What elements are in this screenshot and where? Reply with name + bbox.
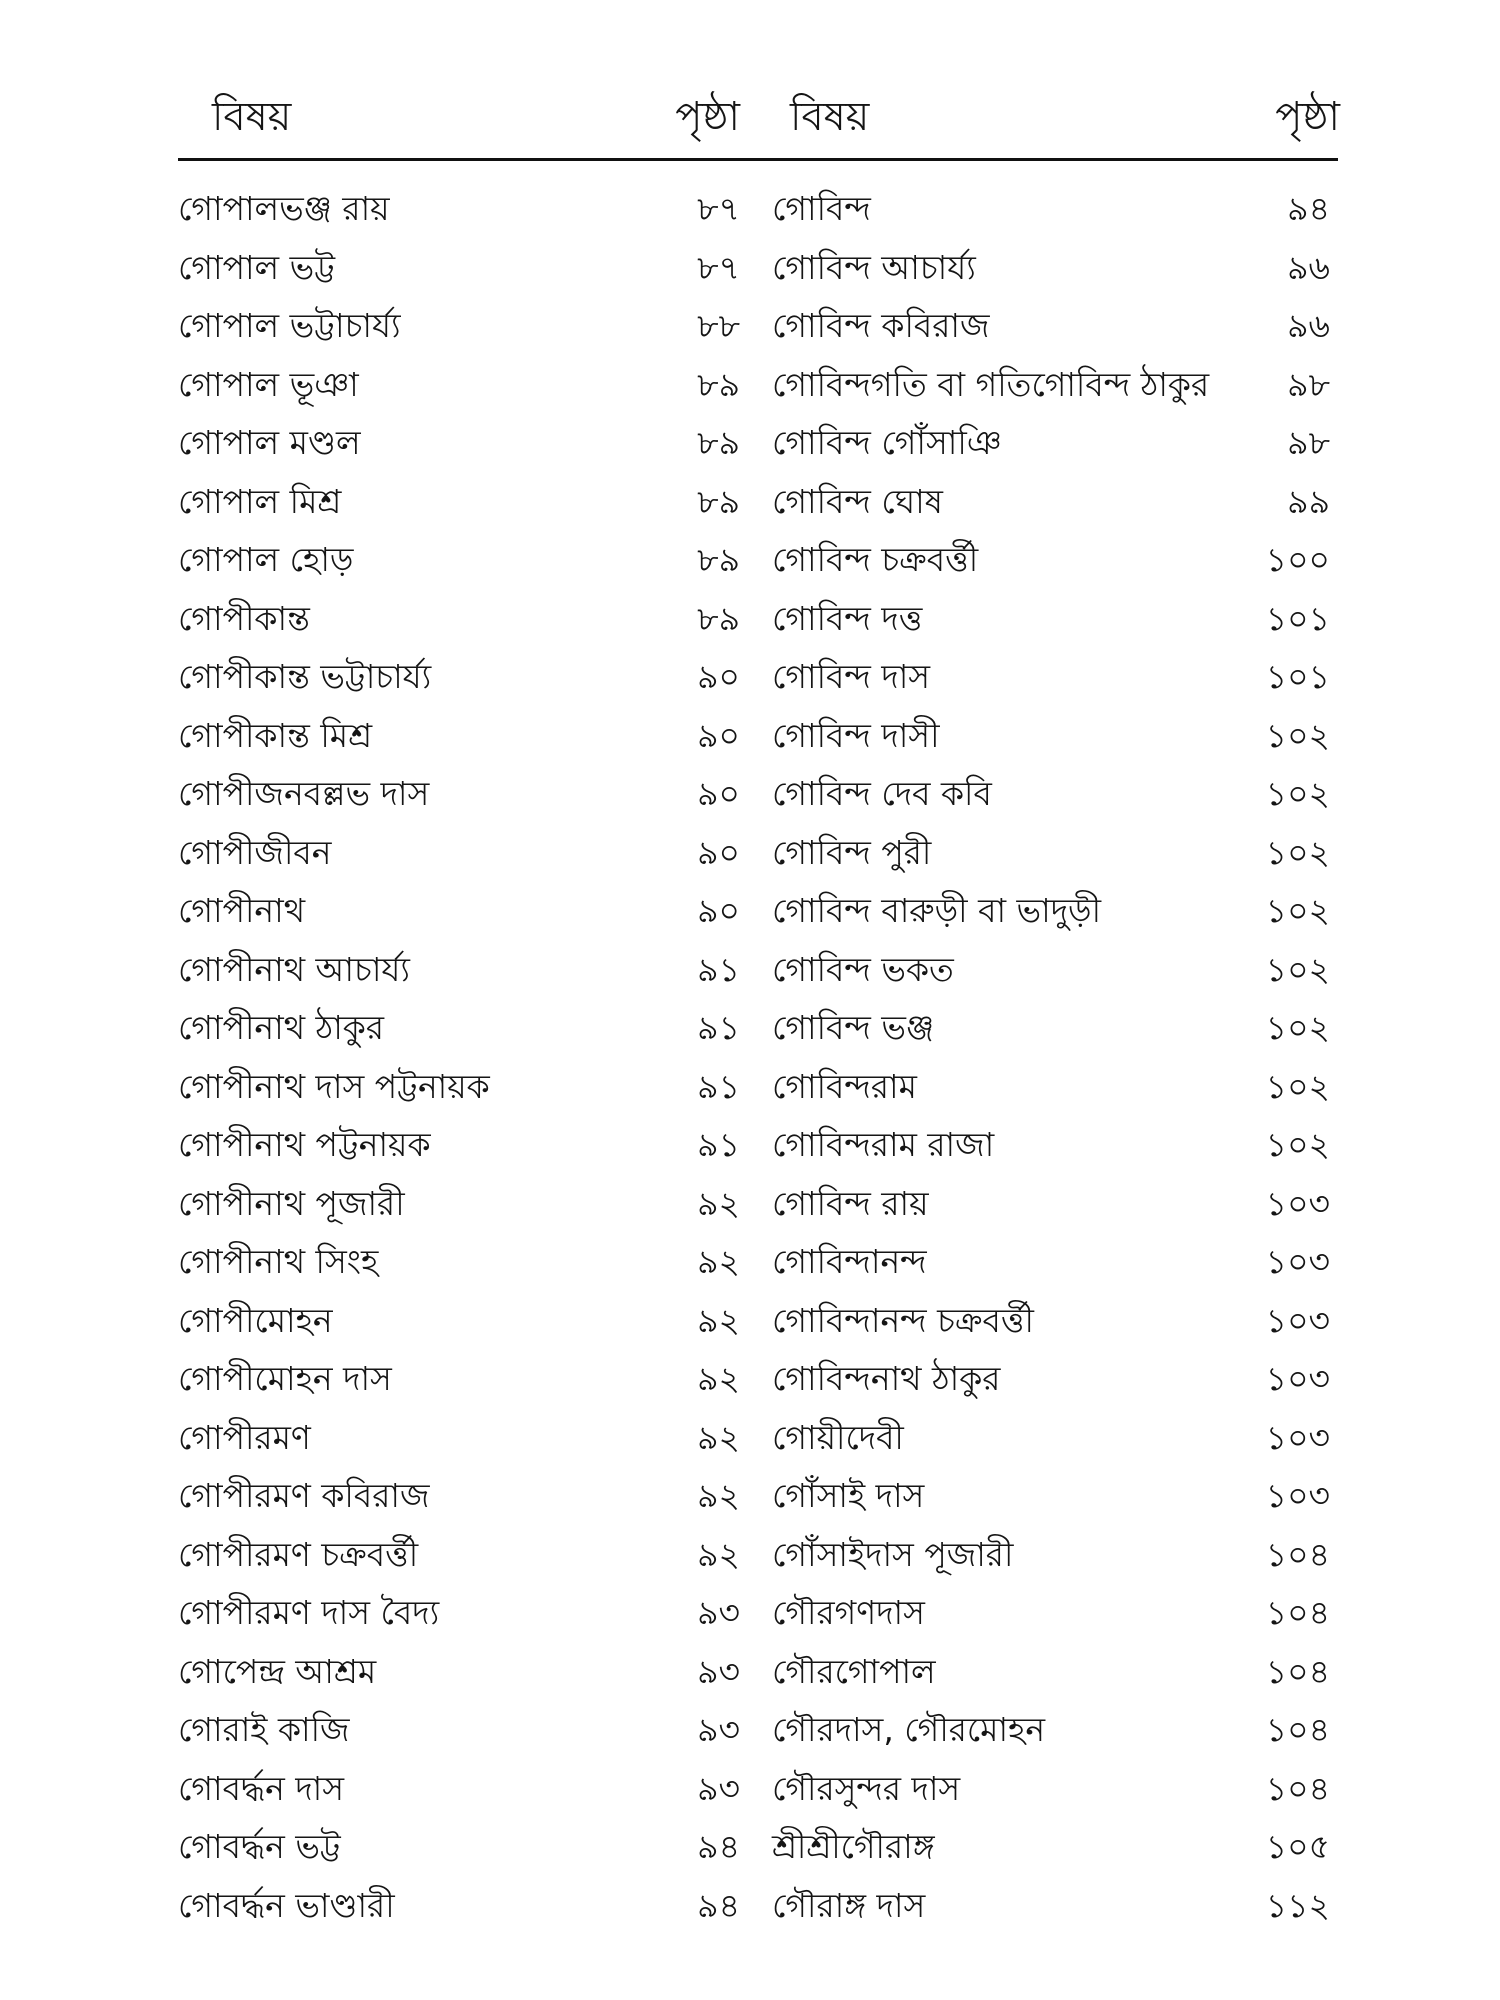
index-column-left <box>178 180 748 1935</box>
index-entry-right <box>772 297 1338 356</box>
index-entry-left <box>178 1292 748 1351</box>
entry-subject: গোবিন্দানন্দ <box>772 1242 927 1281</box>
entry-page-number: ৯৩ <box>697 1651 740 1691</box>
index-entry-right <box>772 1350 1338 1409</box>
entry-page-number: ১০১ <box>1265 657 1330 696</box>
entry-subject: গোপীনাথ দাস পট্টনায়ক <box>178 1066 490 1106</box>
index-entry-left <box>178 414 748 473</box>
entry-subject: গোবর্দ্ধন দাস <box>178 1768 345 1808</box>
index-entry-right <box>772 707 1338 766</box>
entry-subject: গোবিন্দরাম রাজা <box>772 1125 995 1164</box>
entry-page-number: ৯১ <box>697 949 740 989</box>
entry-subject: গোবিন্দ বারুড়ী বা ভাদুড়ী <box>772 891 1102 930</box>
entry-page-number: ১০৩ <box>1265 1242 1330 1281</box>
entry-subject: গোপীমোহন দাস <box>178 1359 392 1398</box>
index-entry-left <box>178 765 748 824</box>
entry-subject: গোপীনাথ সিংহ <box>178 1242 379 1281</box>
index-entry-left <box>178 941 748 1000</box>
entry-page-number: ১০২ <box>1265 1008 1330 1047</box>
index-entry-right <box>772 531 1338 590</box>
entry-page-number: ৯৪ <box>697 1827 740 1866</box>
index-entry-left <box>178 1350 748 1409</box>
entry-subject: গোয়ীদেবী <box>772 1417 904 1457</box>
entry-subject: গোঁসাইদাস পূজারী <box>772 1534 1014 1574</box>
entry-subject: গোবিন্দ চক্রবর্ত্তী <box>772 540 979 579</box>
entry-subject: গোবর্দ্ধন ভাণ্ডারী <box>178 1885 395 1925</box>
entry-subject: গোপাল হোড় <box>178 540 354 579</box>
entry-page-number: ১০৩ <box>1265 1476 1330 1515</box>
index-entry-left <box>178 1467 748 1526</box>
entry-subject: গোরাই কাজি <box>178 1710 350 1749</box>
entry-page-number: ৯২ <box>697 1183 740 1223</box>
entry-subject: গোপীনাথ পূজারী <box>178 1183 405 1223</box>
entry-page-number: ১০১ <box>1265 598 1330 638</box>
entry-subject: গোপীনাথ আচার্য্য <box>178 949 411 989</box>
entry-subject: গোপাল মণ্ডল <box>178 423 361 462</box>
entry-page-number: ৯০ <box>697 891 740 930</box>
subject-header-right: বিষয় <box>790 94 870 140</box>
entry-page-number: ৯০ <box>697 832 740 872</box>
index-entry-left <box>178 1526 748 1585</box>
entry-page-number: ৯০ <box>697 774 740 813</box>
entry-page-number: ১০২ <box>1265 949 1330 989</box>
entry-subject: গোবিন্দগতি বা গতিগোবিন্দ ঠাকুর <box>772 364 1210 404</box>
index-entry-right <box>772 882 1338 941</box>
entry-page-number: ৯৮ <box>1287 423 1330 462</box>
entry-page-number: ৯২ <box>697 1359 740 1398</box>
entry-subject: গোবিন্দরাম <box>772 1066 917 1106</box>
entry-subject: গোবিন্দ ভঞ্জ <box>772 1008 935 1047</box>
entry-subject: গোবিন্দনাথ ঠাকুর <box>772 1359 1001 1398</box>
entry-subject: গোপীজনবল্লভ দাস <box>178 774 430 813</box>
index-entry-right <box>772 1877 1338 1936</box>
entry-page-number: ৯৮ <box>1287 364 1330 404</box>
index-entry-left <box>178 531 748 590</box>
index-entry-right <box>772 1175 1338 1234</box>
index-entry-right <box>772 1116 1338 1175</box>
entry-subject: গোবিন্দ আচার্য্য <box>772 247 976 287</box>
entry-subject: গোপীরমণ <box>178 1417 311 1457</box>
entry-page-number: ১০২ <box>1265 715 1330 755</box>
entry-subject: গৌরদাস, গৌরমোহন <box>772 1710 1046 1749</box>
entry-subject: গোপাল ভট্ট <box>178 247 336 287</box>
index-entry-right <box>772 1584 1338 1643</box>
entry-page-number: ৯০ <box>697 715 740 755</box>
entry-page-number: ১০২ <box>1265 1125 1330 1164</box>
index-entry-right <box>772 648 1338 707</box>
index-entry-right <box>772 941 1338 1000</box>
entry-page-number: ১১২ <box>1265 1885 1330 1925</box>
index-column-right <box>772 180 1338 1935</box>
index-entry-left <box>178 1643 748 1702</box>
entry-page-number: ১০২ <box>1265 1066 1330 1106</box>
entry-subject: গোবিন্দ কবিরাজ <box>772 306 990 345</box>
entry-page-number: ৯৯ <box>1287 481 1330 521</box>
entry-page-number: ১০৪ <box>1265 1534 1330 1574</box>
index-entry-left <box>178 1701 748 1760</box>
entry-page-number: ১০৫ <box>1265 1827 1330 1866</box>
page-header-right: পৃষ্ঠা <box>1275 94 1340 140</box>
entry-subject: গোবিন্দ গোঁসাঞি <box>772 423 1002 462</box>
entry-subject: গোপাল ভূঞা <box>178 364 359 404</box>
index-entry-right <box>772 180 1338 239</box>
index-entry-right <box>772 356 1338 415</box>
index-entry-left <box>178 590 748 649</box>
entry-page-number: ৯৬ <box>1287 306 1330 345</box>
entry-subject: গোপাল ভট্টাচার্য্য <box>178 306 401 345</box>
entry-page-number: ১০৩ <box>1265 1300 1330 1340</box>
index-entry-right <box>772 1818 1338 1877</box>
entry-subject: গোপীনাথ পট্টনায়ক <box>178 1125 431 1164</box>
index-entry-left <box>178 473 748 532</box>
header-divider <box>178 158 1338 161</box>
entry-page-number: ১০৪ <box>1265 1710 1330 1749</box>
entry-subject: গোবিন্দ ভকত <box>772 949 954 989</box>
entry-subject: গোপালভঞ্জ রায় <box>178 189 390 228</box>
entry-subject: গোবিন্দ দাস <box>772 657 931 696</box>
page-header-left: পৃষ্ঠা <box>675 94 740 140</box>
entry-subject: গোপীরমণ চক্রবর্ত্তী <box>178 1534 419 1574</box>
entry-subject: গোপীমোহন <box>178 1300 333 1340</box>
entry-page-number: ১০৩ <box>1265 1183 1330 1223</box>
entry-subject: গোবিন্দ <box>772 189 871 228</box>
entry-page-number: ১০৪ <box>1265 1593 1330 1632</box>
index-entry-left <box>178 1175 748 1234</box>
entry-page-number: ৮৯ <box>697 540 740 579</box>
index-entry-left <box>178 1818 748 1877</box>
index-entry-left <box>178 1584 748 1643</box>
entry-subject: গোবিন্দ ঘোষ <box>772 481 943 521</box>
entry-page-number: ৯২ <box>697 1534 740 1574</box>
index-entry-right <box>772 999 1338 1058</box>
index-entry-left <box>178 1877 748 1936</box>
entry-page-number: ৯২ <box>697 1476 740 1515</box>
index-entry-right <box>772 1409 1338 1468</box>
index-entry-right <box>772 1058 1338 1117</box>
entry-subject: গোপীনাথ ঠাকুর <box>178 1008 385 1047</box>
index-entry-right <box>772 824 1338 883</box>
entry-subject: গৌরাঙ্গ দাস <box>772 1885 926 1925</box>
index-entry-right <box>772 1467 1338 1526</box>
entry-subject: গোপীকান্ত <box>178 598 310 638</box>
entry-subject: শ্রীশ্রীগৌরাঙ্গ <box>772 1827 935 1866</box>
entry-subject: গোপীনাথ <box>178 891 306 930</box>
entry-page-number: ৯১ <box>697 1008 740 1047</box>
entry-subject: গৌরগোপাল <box>772 1651 936 1691</box>
entry-subject: গৌরসুন্দর দাস <box>772 1768 961 1808</box>
index-entry-left <box>178 1760 748 1819</box>
index-entry-left <box>178 1058 748 1117</box>
index-entry-right <box>772 1233 1338 1292</box>
entry-page-number: ১০৪ <box>1265 1768 1330 1808</box>
entry-subject: গোপীরমণ কবিরাজ <box>178 1476 430 1515</box>
entry-page-number: ৮৯ <box>697 364 740 404</box>
entry-subject: গোবিন্দানন্দ চক্রবর্ত্তী <box>772 1300 1034 1340</box>
entry-page-number: ৯২ <box>697 1417 740 1457</box>
entry-page-number: ১০০ <box>1265 540 1330 579</box>
entry-subject: গোবিন্দ দেব কবি <box>772 774 992 813</box>
entry-subject: গৌরগণদাস <box>772 1593 925 1632</box>
entry-page-number: ১০২ <box>1265 891 1330 930</box>
index-entry-left <box>178 999 748 1058</box>
entry-page-number: ১০৪ <box>1265 1651 1330 1691</box>
entry-page-number: ৯৩ <box>697 1710 740 1749</box>
index-entry-right <box>772 473 1338 532</box>
entry-page-number: ৯০ <box>697 657 740 696</box>
entry-page-number: ৯৪ <box>697 1885 740 1925</box>
index-entry-left <box>178 239 748 298</box>
subject-header-left: বিষয় <box>212 94 292 140</box>
entry-page-number: ৯২ <box>697 1242 740 1281</box>
entry-page-number: ১০৩ <box>1265 1359 1330 1398</box>
entry-subject: গোপাল মিশ্র <box>178 481 342 521</box>
entry-page-number: ৮৯ <box>697 481 740 521</box>
index-entry-right <box>772 1292 1338 1351</box>
entry-page-number: ৮৯ <box>697 598 740 638</box>
entry-page-number: ৮৭ <box>697 189 740 228</box>
entry-subject: গোঁসাই দাস <box>772 1476 925 1515</box>
entry-subject: গোবিন্দ দত্ত <box>772 598 923 638</box>
index-entry-right <box>772 590 1338 649</box>
index-entry-left <box>178 882 748 941</box>
index-entry-left <box>178 1233 748 1292</box>
index-entry-left <box>178 356 748 415</box>
entry-page-number: ৯৪ <box>1287 189 1330 228</box>
index-entry-right <box>772 765 1338 824</box>
index-entry-right <box>772 1526 1338 1585</box>
index-entry-left <box>178 1116 748 1175</box>
entry-page-number: ১০২ <box>1265 774 1330 813</box>
entry-subject: গোবিন্দ রায় <box>772 1183 929 1223</box>
entry-page-number: ৯৩ <box>697 1593 740 1632</box>
entry-page-number: ৯২ <box>697 1300 740 1340</box>
index-entry-left <box>178 824 748 883</box>
entry-subject: গোবিন্দ পুরী <box>772 832 932 872</box>
entry-page-number: ৯৩ <box>697 1768 740 1808</box>
entry-page-number: ১০২ <box>1265 832 1330 872</box>
index-entry-right <box>772 1760 1338 1819</box>
index-entry-left <box>178 297 748 356</box>
entry-page-number: ১০৩ <box>1265 1417 1330 1457</box>
entry-page-number: ৮৮ <box>697 306 740 345</box>
entry-subject: গোপীজীবন <box>178 832 332 872</box>
index-entry-right <box>772 414 1338 473</box>
entry-subject: গোপীরমণ দাস বৈদ্য <box>178 1593 440 1632</box>
entry-subject: গোবিন্দ দাসী <box>772 715 940 755</box>
entry-page-number: ৯১ <box>697 1066 740 1106</box>
entry-subject: গোপীকান্ত মিশ্র <box>178 715 373 755</box>
entry-subject: গোপেন্দ্র আশ্রম <box>178 1651 377 1691</box>
entry-page-number: ৮৯ <box>697 423 740 462</box>
entry-page-number: ৯১ <box>697 1125 740 1164</box>
index-entry-right <box>772 1701 1338 1760</box>
index-entry-right <box>772 1643 1338 1702</box>
index-entry-left <box>178 707 748 766</box>
index-entry-left <box>178 180 748 239</box>
index-entry-left <box>178 648 748 707</box>
index-entry-right <box>772 239 1338 298</box>
index-entry-left <box>178 1409 748 1468</box>
entry-page-number: ৯৬ <box>1287 247 1330 287</box>
entry-subject: গোবর্দ্ধন ভট্ট <box>178 1827 341 1866</box>
entry-subject: গোপীকান্ত ভট্টাচার্য্য <box>178 657 432 696</box>
entry-page-number: ৮৭ <box>697 247 740 287</box>
